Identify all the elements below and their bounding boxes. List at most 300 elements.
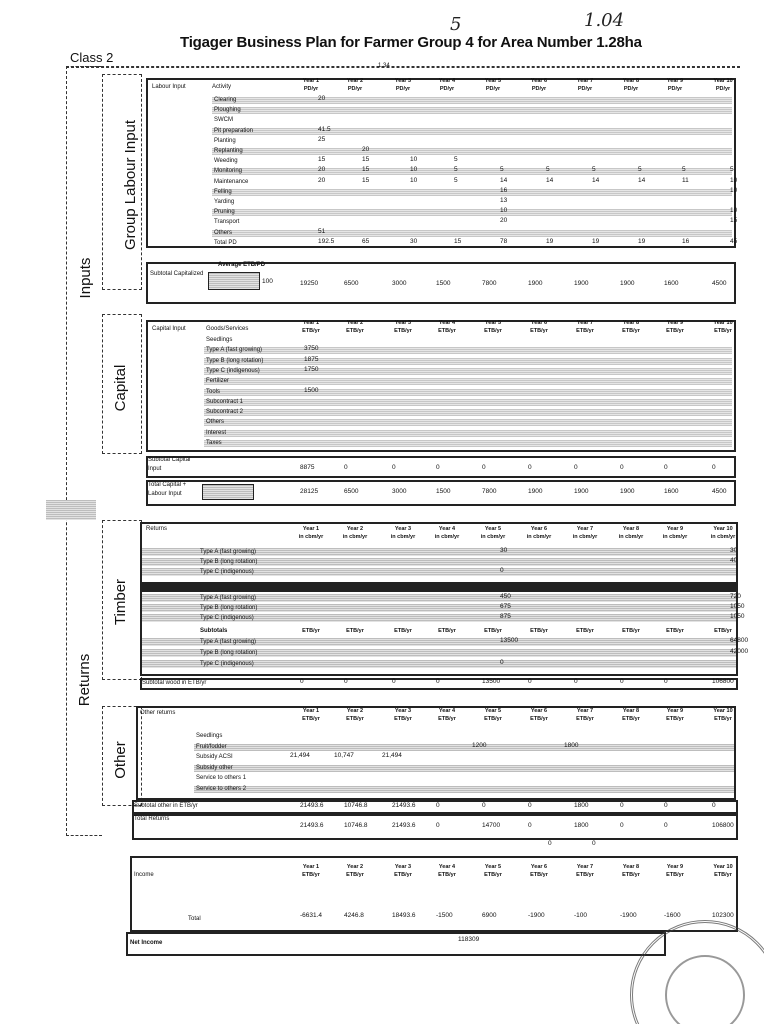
year-unit-1: PD/yr [303,86,319,92]
labour-row-shade [212,186,732,196]
timber-subtotal-10: 106800 [712,678,734,685]
year-unit-4: ETB/yr [438,716,456,722]
year-header-9: Year 9 [666,526,684,532]
other-val-2-0: 21,494 [290,752,310,759]
labour-val-8-9: 10 [730,176,738,184]
year-unit-9: in cbm/yr [662,534,688,540]
timber-price-item-0: Type A (fast growing) [200,595,257,601]
labour-subtotal-label: Subtotal Capitalized [150,271,204,277]
year-header-7: Year 7 [576,78,594,84]
labour-val-8-6: 14 [592,176,600,184]
capital-subtotal-8: 0 [620,464,624,471]
capital-item-1: Type A (fast growing) [206,347,263,354]
labour-row-shade [212,148,732,155]
capital-row-shade [204,419,732,426]
year-unit-9: ETB/yr [666,328,684,334]
year-header-8: Year 8 [622,526,640,532]
year-header-3: Year 3 [394,526,412,532]
timber-unit-4: ETB/yr [484,628,502,634]
group-labour-label: Group Labour Input [122,119,139,251]
year-unit-4: ETB/yr [438,872,456,878]
year-header-3: Year 3 [394,320,412,326]
other-item-0: Seedlings [196,733,223,739]
timber-unit-0: ETB/yr [302,628,320,634]
year-header-5: Year 5 [484,864,502,870]
year-header-1: Year 1 [302,78,320,84]
other-subtotal-9: 0 [664,802,668,809]
timber-ret-item-2: Type C (indigenous) [200,661,254,667]
other-subtotal-7: 1800 [574,802,589,809]
income-value-3: 18493.6 [392,912,416,919]
labour-val-14-2: 30 [410,237,418,245]
timber-unit-2: ETB/yr [394,628,412,634]
year-unit-2: ETB/yr [346,328,364,334]
capital-total-6: 1900 [528,488,543,495]
year-header-8: Year 8 [622,78,640,84]
total-shade-box [202,484,254,500]
year-unit-6: PD/yr [531,86,547,92]
outer-frame-top [66,66,740,68]
timber-unit-7: ETB/yr [622,628,640,634]
year-unit-8: ETB/yr [622,716,640,722]
year-unit-5: ETB/yr [484,872,502,878]
capital-total-9: 1600 [664,488,679,495]
other-total-3: 21493.6 [392,822,416,829]
capital-item-7: Subcontract 2 [206,409,244,416]
labour-val-7-2: 10 [410,166,418,174]
year-header-9: Year 9 [666,864,684,870]
other-total-label: Total Returns [134,816,170,822]
handwritten-group-number: 5 [450,14,462,35]
other-total-6: 0 [528,822,532,829]
timber-ret-2-4: 0 [500,659,504,666]
other-subtotal-10: 0 [712,802,716,809]
year-header-6: Year 6 [530,526,548,532]
capital-label: Capital [112,364,129,412]
timber-subtotal-8: 0 [620,678,624,685]
capital-total-10: 4500 [712,488,727,495]
capital-subtotal-4: 0 [436,464,440,471]
capital-y1-1: 3750 [304,345,319,353]
activity-0: Clearing [214,97,237,103]
other-item-5: Service to others 2 [196,785,247,792]
inputs-label: Inputs [77,257,94,299]
capital-item-8: Others [206,419,225,426]
labour-val-7-8: 5 [682,166,686,174]
year-header-4: Year 4 [438,526,456,532]
labour-val-12-9: 15 [730,217,738,225]
activity-4: Planting [214,137,236,144]
labour-col1: Labour Input [152,84,186,90]
capital-subtotal-7: 0 [574,464,578,471]
capital-total-8: 1900 [620,488,635,495]
capital-total-label: Total Capital + Labour Input [148,482,187,497]
timber-unit-3: ETB/yr [438,628,456,634]
other-row-shade [194,765,734,772]
year-unit-7: in cbm/yr [572,534,598,540]
activity-12: Transport [214,219,240,226]
activity-7: Monitoring [214,168,243,175]
year-unit-6: in cbm/yr [526,534,552,540]
other-total-box [132,814,738,840]
year-unit-2: ETB/yr [346,716,364,722]
timber-unit-6: ETB/yr [576,628,594,634]
year-unit-7: ETB/yr [576,716,594,722]
capital-row-shade [204,347,732,354]
labour-val-14-1: 65 [362,237,370,245]
labour-val-6-3: 5 [454,156,458,164]
labour-subtotal-3: 3000 [392,280,407,287]
other-subtotal-1: 21493.6 [300,802,324,809]
timber-price-item-1: Type B (long rotation) [200,605,258,611]
year-unit-7: PD/yr [577,86,593,92]
other-val-1-4: 1200 [472,741,487,749]
other-total-4: 0 [436,822,440,829]
capital-row-shade [204,378,732,385]
year-header-7: Year 7 [576,708,594,714]
capital-subtotal-box [146,456,736,478]
other-subtotal-8: 0 [620,802,624,809]
year-unit-8: ETB/yr [622,328,640,334]
timber-vol-1-9: 40 [730,557,738,564]
year-unit-7: ETB/yr [576,328,594,334]
year-header-2: Year 2 [346,78,364,84]
timber-price-2-4: 875 [500,613,511,620]
labour-val-14-6: 19 [592,237,600,245]
labour-val-7-7: 5 [638,166,642,174]
avg-value-box [208,272,260,290]
timber-unit-5: ETB/yr [530,628,548,634]
labour-val-7-3: 5 [454,166,458,174]
labour-val-13-0: 51 [318,227,326,235]
year-unit-4: PD/yr [439,86,455,92]
income-value-9: -1600 [664,912,681,919]
timber-vol-2-4: 0 [500,567,504,574]
area-subtitle: 1.34 [378,63,390,69]
year-header-5: Year 5 [484,526,502,532]
year-header-6: Year 6 [530,708,548,714]
timber-subtotal-6: 0 [528,678,532,685]
timber-subtotals-label: Subtotals [200,628,228,634]
year-unit-9: ETB/yr [666,716,684,722]
timber-subtotal-3: 0 [392,678,396,685]
page-title: Tigager Business Plan for Farmer Group 4 for Area Number 1.28ha [180,34,642,51]
labour-val-6-2: 10 [410,156,418,164]
labour-val-4-0: 25 [318,135,326,143]
labour-val-14-5: 19 [546,237,554,245]
year-header-4: Year 4 [438,708,456,714]
labour-subtotal-2: 6500 [344,280,359,287]
timber-vol-0-4: 30 [500,547,508,554]
other-val-2-2: 21,494 [382,752,402,759]
labour-subtotal-10: 4500 [712,280,727,287]
other-total-8: 0 [620,822,624,829]
capital-subtotal-9: 0 [664,464,668,471]
year-header-10: Year 10 [713,320,733,326]
timber-price-0-9: 720 [730,593,741,600]
year-unit-3: ETB/yr [394,872,412,878]
labour-val-8-3: 5 [454,176,458,184]
other-subtotal-3: 21493.6 [392,802,416,809]
other-item-4: Service to others 1 [196,775,247,781]
labour-val-14-3: 15 [454,237,462,245]
activity-13: Others [214,229,233,236]
capital-total-2: 6500 [344,488,359,495]
labour-subtotal-4: 1500 [436,280,451,287]
labour-subtotal-6: 1900 [528,280,543,287]
other-subtotal-box [132,800,738,814]
year-header-2: Year 2 [346,864,364,870]
year-unit-4: in cbm/yr [434,534,460,540]
other-val-1-6: 1800 [564,741,579,749]
year-header-7: Year 7 [576,526,594,532]
other-item-3: Subsidy other [196,764,233,771]
labour-row-shade [212,168,732,175]
capital-row-shade [204,355,732,365]
other-col1: Other returns [140,710,176,716]
handwritten-area: 1.04 [584,10,625,31]
capital-item-9: Interest [206,429,227,436]
year-unit-10: ETB/yr [714,328,732,334]
year-header-4: Year 4 [438,864,456,870]
labour-val-7-6: 5 [592,166,596,174]
class-label: Class 2 [70,50,114,65]
timber-ret-item-1: Type B (long rotation) [200,650,258,656]
year-unit-3: ETB/yr [394,716,412,722]
capital-item-5: Tools [206,388,221,395]
labour-val-7-5: 5 [546,166,550,174]
other-item-2: Subsidy ACSI [196,754,233,760]
labour-val-14-9: 45 [730,237,738,245]
labour-val-6-0: 15 [318,156,326,164]
labour-val-9-4: 16 [500,186,508,194]
returns-label: Returns [76,653,93,707]
labour-val-12-4: 20 [500,217,508,225]
year-unit-5: in cbm/yr [480,534,506,540]
year-header-9: Year 9 [666,78,684,84]
income-value-10: 102300 [712,912,734,919]
year-header-3: Year 3 [394,864,412,870]
year-header-5: Year 5 [484,708,502,714]
timber-subtotal-4: 0 [436,678,440,685]
year-unit-1: in cbm/yr [298,534,324,540]
year-header-6: Year 6 [530,78,548,84]
labour-val-7-1: 15 [362,166,370,174]
extra-zero-1: 0 [548,840,552,847]
activity-3: Pit preparation [214,127,254,134]
year-unit-10: in cbm/yr [710,534,736,540]
labour-row-shade [212,125,732,135]
year-unit-10: ETB/yr [714,872,732,878]
other-total-9: 0 [664,822,668,829]
other-item-1: Fruit/fodder [196,743,227,750]
capital-subtotal-label: Subtotal Capital Input [148,457,191,472]
capital-subtotal-2: 0 [344,464,348,471]
labour-val-10-4: 13 [500,197,508,204]
year-header-10: Year 10 [713,78,733,84]
other-row-shade [194,786,734,793]
other-label: Other [112,741,129,779]
timber-price-item-2: Type C (indigenous) [200,615,254,621]
income-value-7: -100 [574,912,588,919]
year-unit-6: ETB/yr [530,328,548,334]
timber-unit-1: ETB/yr [346,628,364,634]
other-subtotal-label: Subtotal other in ETB/yr [134,803,198,809]
labour-val-8-5: 14 [546,176,554,184]
capital-item-0: Seedlings [206,337,233,343]
capital-total-1: 28125 [300,488,319,495]
other-total-7: 1800 [574,822,589,829]
timber-subtotal-2: 0 [344,678,348,685]
year-unit-8: ETB/yr [622,872,640,878]
year-header-2: Year 2 [346,708,364,714]
income-value-6: -1900 [528,912,545,919]
activity-11: Pruning [214,209,235,216]
other-subtotal-4: 0 [436,802,440,809]
capital-row-shade [204,399,732,406]
capital-subtotal-1: 8875 [300,464,315,471]
capital-item-4: Fertilizer [206,378,230,385]
income-value-1: -6631.4 [300,912,323,919]
timber-label: Timber [112,578,129,626]
timber-subtotal-5: 13500 [482,678,501,685]
timber-vol-item-0: Type A (fast growing) [200,549,257,555]
year-unit-1: ETB/yr [302,716,320,722]
labour-subtotal-7: 1900 [574,280,589,287]
year-header-9: Year 9 [666,708,684,714]
year-unit-7: ETB/yr [576,872,594,878]
timber-vol-item-1: Type B (long rotation) [200,559,258,565]
timber-ret-1-9: 42000 [730,648,749,655]
year-unit-3: ETB/yr [394,328,412,334]
labour-val-8-1: 15 [362,176,370,184]
year-header-10: Year 10 [713,864,733,870]
labour-subtotal-5: 7800 [482,280,497,287]
other-val-2-1: 10,747 [334,752,354,759]
other-total-1: 21493.6 [300,822,324,829]
timber-subtotal-7: 0 [574,678,578,685]
capital-row-shade [204,440,732,447]
labour-val-6-1: 15 [362,156,370,164]
year-unit-5: ETB/yr [484,328,502,334]
year-unit-6: ETB/yr [530,872,548,878]
capital-item-6: Subcontract 1 [206,398,244,405]
year-unit-8: in cbm/yr [618,534,644,540]
year-header-7: Year 7 [576,320,594,326]
year-header-1: Year 1 [302,320,320,326]
extra-zero-2: 0 [592,840,596,847]
year-header-1: Year 1 [302,864,320,870]
timber-price-1-9: 1050 [730,603,745,610]
capital-total-5: 7800 [482,488,497,495]
capital-row-shade [204,386,732,396]
labour-subtotal-1: 19250 [300,280,319,287]
year-header-10: Year 10 [713,526,733,532]
year-unit-6: ETB/yr [530,716,548,722]
timber-price-0-4: 450 [500,593,511,600]
capital-total-3: 3000 [392,488,407,495]
income-label: Income [134,872,154,878]
year-unit-5: PD/yr [485,86,501,92]
activity-header: Activity [212,84,232,90]
activity-8: Maintenance [214,178,249,185]
timber-price-2-9: 1050 [730,613,745,620]
activity-2: SWCM [214,117,233,124]
labour-val-7-0: 20 [318,166,326,174]
year-header-1: Year 1 [302,526,320,532]
labour-row-shade [212,209,732,216]
timber-vol-item-2: Type C (indigenous) [200,569,254,575]
other-row-shade [194,741,734,751]
timber-unit-9: ETB/yr [714,628,732,634]
capital-row-shade [204,409,732,416]
timber-ret-0-9: 64800 [730,637,749,644]
capital-total-4: 1500 [436,488,451,495]
labour-row-shade [212,227,732,237]
capital-item-3: Type C (indigenous) [206,367,260,374]
income-value-4: -1500 [436,912,453,919]
year-header-3: Year 3 [394,78,412,84]
labour-val-11-9: 10 [730,207,738,215]
year-header-6: Year 6 [530,864,548,870]
year-header-4: Year 4 [438,78,456,84]
activity-9: Felling [214,188,232,195]
labour-val-7-4: 5 [500,166,504,174]
year-unit-3: in cbm/yr [390,534,416,540]
income-value-5: 6900 [482,912,497,919]
year-unit-4: ETB/yr [438,328,456,334]
year-header-2: Year 2 [346,320,364,326]
year-unit-5: ETB/yr [484,716,502,722]
year-header-8: Year 8 [622,320,640,326]
net-income-value: 118309 [458,936,480,943]
timber-divider [142,582,736,592]
capital-y1-5: 1500 [304,386,319,394]
timber-vol-0-9: 30 [730,547,738,554]
labour-val-5-1: 20 [362,146,370,153]
year-header-3: Year 3 [394,708,412,714]
year-unit-1: ETB/yr [302,872,320,878]
other-total-5: 14700 [482,822,501,829]
labour-val-8-7: 14 [638,176,646,184]
activity-1: Ploughing [214,107,241,114]
year-unit-1: ETB/yr [302,328,320,334]
capital-y1-2: 1875 [304,355,319,363]
labour-subtotal-9: 1600 [664,280,679,287]
timber-subtotal-label: Subtotal wood in ETB/yr [142,680,207,686]
year-unit-10: ETB/yr [714,716,732,722]
capital-row-shade [204,430,732,437]
capital-subtotal-6: 0 [528,464,532,471]
capital-subtotal-3: 0 [392,464,396,471]
timber-subtotal-9: 0 [664,678,668,685]
year-header-8: Year 8 [622,708,640,714]
activity-5: Replanting [214,148,243,154]
avg-label: Average ETB/PD [218,262,266,268]
activity-6: Weeding [214,158,238,165]
timber-ret-0-4: 13500 [500,637,519,644]
year-header-1: Year 1 [302,708,320,714]
year-unit-10: PD/yr [715,86,731,92]
capital-total-7: 1900 [574,488,589,495]
timber-col1: Returns [146,526,168,532]
labour-val-7-9: 5 [730,166,734,174]
capital-item-2: Type B (long rotation) [206,357,264,364]
labour-row-shade [212,107,732,114]
other-subtotal-5: 0 [482,802,486,809]
labour-val-8-0: 20 [318,176,326,184]
capital-subtotal-5: 0 [482,464,486,471]
